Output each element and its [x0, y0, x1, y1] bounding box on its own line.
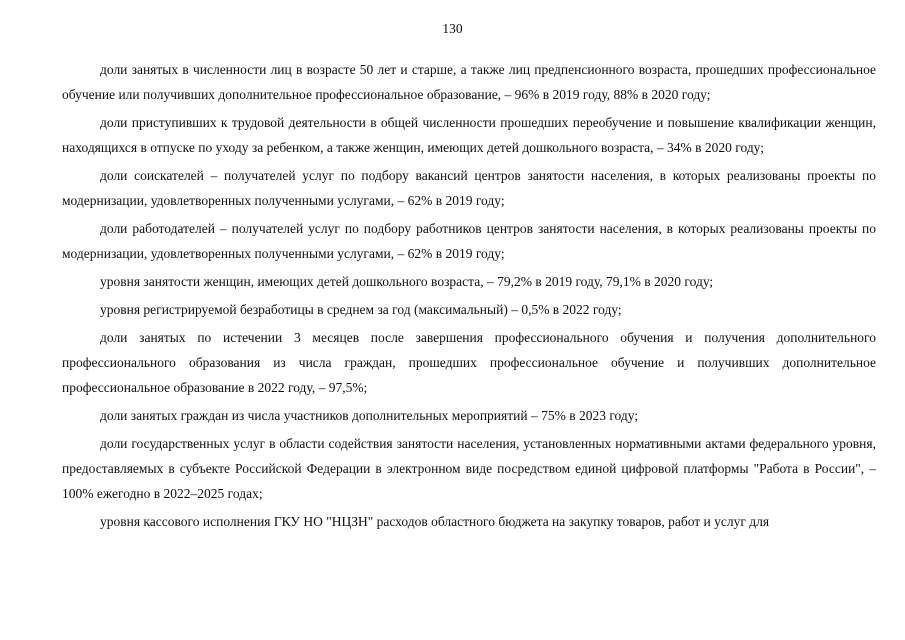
indicator-paragraph-women-on-leave: доли приступивших к трудовой деятельности в общей численности прошедших переобучение и повышение квалификации женщин, находящихся в отпуске по уходу за ребенком, а также женщин, имеющих детей дошкольного возраста, – 34% в 2020 году; [62, 115, 876, 155]
indicator-paragraph-unemployment: уровня регистрируемой безработицы в среднем за год (максимальный) – 0,5% в 2022 году; [100, 302, 622, 317]
indicator-paragraph-budget-execution: уровня кассового исполнения ГКУ НО "НЦЗН" расходов областного бюджета на закупку товаров, работ и услуг для [100, 514, 770, 529]
indicator-paragraph-electronic-services: доли государственных услуг в области содействия занятости населения, установленных нормативными актами федерального уровня, предоставляемых в субъекте Российской Федерации в электронном виде посредством единой цифровой платформы "Работа в России", –100% ежегодно в 2022–2025 годах; [62, 436, 876, 501]
indicator-paragraph-additional-measures: доли занятых граждан из числа участников дополнительных мероприятий – 75% в 2023 году; [100, 408, 639, 423]
indicator-paragraph-employers: доли работодателей – получателей услуг по подбору работников центров занятости населения, в которых реализованы проекты по модернизации, удовлетворенных полученными услугами, – 62% в 2019 году; [62, 221, 876, 261]
indicator-paragraph-job-seekers: доли соискателей – получателей услуг по подбору вакансий центров занятости населения, в которых реализованы проекты по модернизации, удовлетворенных полученными услугами, – 62% в 2019 году; [62, 168, 876, 208]
indicator-paragraph-older-workers: доли занятых в численности лиц в возрасте 50 лет и старше, а также лиц предпенсионного возраста, прошедших профессиональное обучение или получивших дополнительное профессиональное образование, – 96% в 2019 году, 88% в 2020 году; [62, 62, 876, 102]
page-number: 130 [442, 21, 463, 36]
document-body [62, 57, 876, 537]
indicator-paragraph-employed-after-training: доли занятых по истечении 3 месяцев после завершения профессионального обучения и получения дополнительного профессионального образования из числа граждан, прошедших профессиональное обучение и получивших дополнительное профессиональное образование в 2022 году, – 97,5%; [62, 330, 876, 395]
indicator-paragraph-women-employment: уровня занятости женщин, имеющих детей дошкольного возраста, – 79,2% в 2019 году, 79,1% в 2020 году; [100, 274, 714, 289]
